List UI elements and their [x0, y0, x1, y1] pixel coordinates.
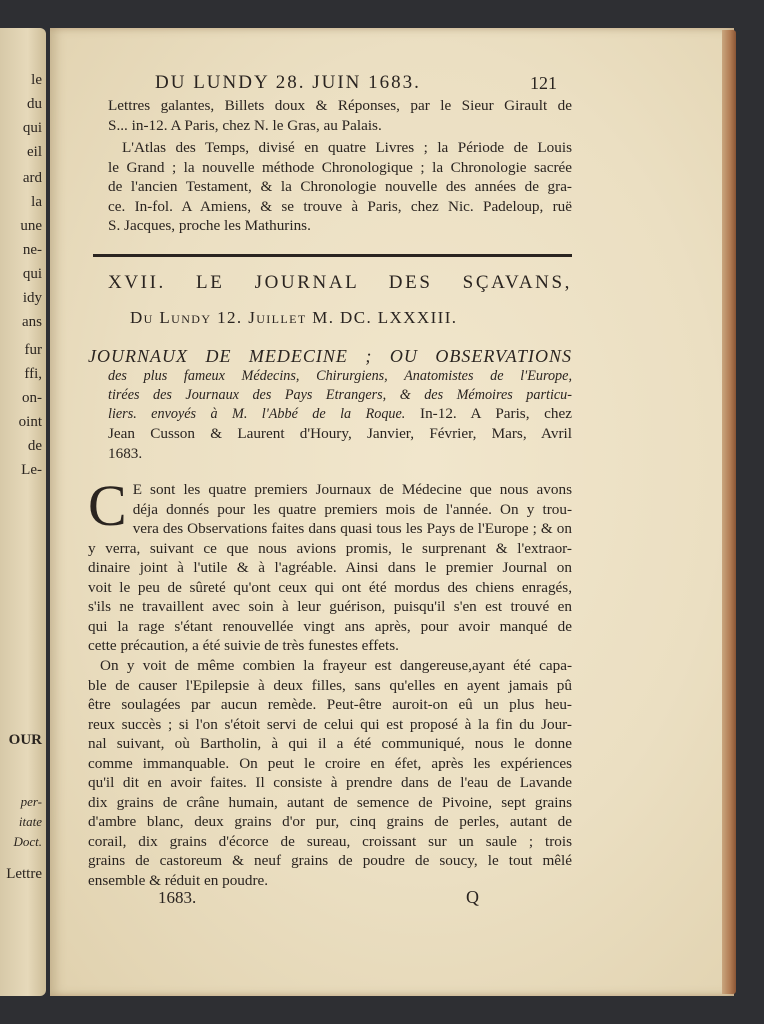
- text-line: ble de causer l'Epilepsie à deux filles, sans qu'elles en ayent jamais pû: [88, 676, 572, 694]
- left-page-fragment: oint: [18, 414, 42, 430]
- text-line: voit le peu de sûreté qu'ont ceux qui ont été mordus des chiens enragés,: [88, 578, 572, 596]
- signature-mark: Q: [466, 887, 479, 907]
- book-imprint-start: In-12. A Paris, chez: [420, 405, 572, 422]
- left-page-fragment: qui: [22, 266, 42, 282]
- left-page-fragment: le: [31, 72, 42, 88]
- left-page-fragment: du: [27, 96, 42, 112]
- left-page-fragment: itate: [18, 814, 42, 829]
- text-line: corail, dix grains d'écorce de sureau, croissant sur un saule ; trois: [88, 832, 572, 850]
- text-line: des plus fameux Médecins, Chirurgiens, Anatomistes de l'Europe,: [108, 368, 572, 384]
- book-title: JOURNAUX DE MEDECINE ; OU OBSERVATIONS: [88, 346, 572, 366]
- text-line: d'ambre blanc, deux grains d'or pur, cinq grains de perles, autant de: [88, 813, 572, 830]
- text-line: grains de castoreum & neuf grains de poudre de soucy, le tout mêlé: [88, 852, 572, 869]
- left-page-fragment: on-: [22, 390, 42, 406]
- page-number: 121: [530, 73, 557, 93]
- text-line: 1683.: [108, 444, 143, 462]
- text-line: Lettres galantes, Billets doux & Réponses, par le Sieur Girault de: [108, 97, 572, 114]
- text-line: tirées des Journaux des Pays Etrangers, & des Mémoires particu-: [108, 387, 572, 403]
- text-line: E sont les quatre premiers Journaux de Médecine que nous avons: [132, 481, 572, 498]
- issue-date: Du Lundy 12. Juillet M. DC. LXXXIII.: [130, 308, 458, 327]
- left-page-fragment: ffi,: [24, 366, 42, 382]
- book-subtitle-end: liers. envoyés à M. l'Abbé de la Roque.: [108, 406, 406, 422]
- text-line: cette précaution, a été suivie de très funestes effets.: [88, 637, 399, 654]
- text-line: S... in-12. A Paris, chez N. le Gras, au Palais.: [108, 116, 382, 134]
- book-subtitle: [108, 367, 572, 405]
- book-publisher: [108, 424, 572, 463]
- text-line: nal suivant, où Bartholin, à qui il a été communiqué, nous le donne: [88, 735, 572, 752]
- entry-lettres-galantes: [108, 96, 572, 135]
- text-line: de l'ancien Testament, & la Chronologie nouvelle des années de gra-: [108, 178, 572, 195]
- left-page-fragment: de: [27, 438, 42, 454]
- text-line: qu'il dit en avoir faites. Il consiste à prendre dans de l'eau de Lavande: [88, 774, 572, 791]
- left-page-fragment: idy: [22, 290, 42, 306]
- body-paragraph-1: [88, 473, 572, 656]
- section-rule: [93, 254, 572, 257]
- left-page-fragment: Doct.: [13, 834, 42, 849]
- text-line: déja donnés pour les quatre premiers mois de l'année. On y trou-: [132, 500, 572, 518]
- left-page-fragment: Le-: [21, 462, 42, 478]
- text-line: dix grains de crâne humain, autant de semence de Pivoine, sept grains: [88, 793, 572, 811]
- text-line: y verra, suivant ce que nous avions promis, le surprenant & l'extraor-: [88, 539, 572, 557]
- drop-cap: C: [88, 473, 127, 538]
- text-line: S. Jacques, proche les Mathurins.: [108, 217, 311, 234]
- book-imprint-line: [108, 404, 572, 425]
- text-line: le Grand ; la nouvelle méthode Chronologique ; la Chronologie sacrée: [108, 158, 572, 176]
- text-line: être soulagées par aucun remède. Peut-être auroit-on eû un plus heu-: [88, 696, 572, 713]
- left-page-fragment: per-: [20, 794, 42, 809]
- running-title: DU LUNDY 28. JUIN 1683.: [155, 72, 421, 93]
- text-line: On y voit de même combien la frayeur est dangereuse,ayant été capa-: [100, 657, 572, 674]
- text-line: L'Atlas des Temps, divisé en quatre Livres ; la Période de Louis: [122, 139, 572, 156]
- left-page-fragment: une: [20, 218, 42, 234]
- left-page-fragment: fur: [24, 342, 42, 358]
- text-line: dinaire joint à l'utile & à l'agréable. Ainsi dans le premier Journal on: [88, 559, 572, 576]
- left-page-fragment: ans: [22, 314, 42, 330]
- issue-title: XVII. LE JOURNAL DES SÇAVANS,: [108, 272, 572, 293]
- left-page-fragment: eil: [27, 144, 42, 160]
- text-line: Jean Cusson & Laurent d'Houry, Janvier, Février, Mars, Avril: [108, 425, 572, 442]
- left-facing-page: [0, 28, 46, 996]
- text-line: comme immanquable. On peut le croire en éfet, après les expériences: [88, 754, 572, 772]
- left-page-fragment: OUR: [8, 732, 42, 748]
- left-page-fragment: ne-: [22, 242, 42, 258]
- entry-atlas-des-temps: [108, 138, 572, 236]
- text-line: reux succès ; si l'on s'étoit servi de celui qui est proposé à la fin du Jour-: [88, 715, 572, 733]
- footer-year: 1683.: [158, 888, 197, 907]
- left-page-fragment: qui: [22, 120, 42, 136]
- text-line: s'ils ne travaillent avec soin à leur guérison, puisqu'il s'en est trouvé en: [88, 598, 572, 615]
- text-line: ce. In-fol. A Amiens, & se trouve à Paris, chez Nic. Padeloup, ruë: [108, 197, 572, 215]
- left-page-fragment: la: [31, 194, 42, 210]
- text-line: ensemble & réduit en poudre.: [88, 871, 269, 889]
- left-page-fragment: Lettre: [6, 866, 42, 882]
- body-paragraph-2: [88, 656, 572, 890]
- left-page-fragment: ard: [22, 170, 42, 186]
- text-line: qui la rage s'étant renouvellée vingt ans après, pour avoir manqué de: [88, 617, 572, 635]
- page-edge: [722, 30, 736, 994]
- text-line: vera des Observations faites dans quasi tous les Pays de l'Europe ; & on: [132, 520, 572, 537]
